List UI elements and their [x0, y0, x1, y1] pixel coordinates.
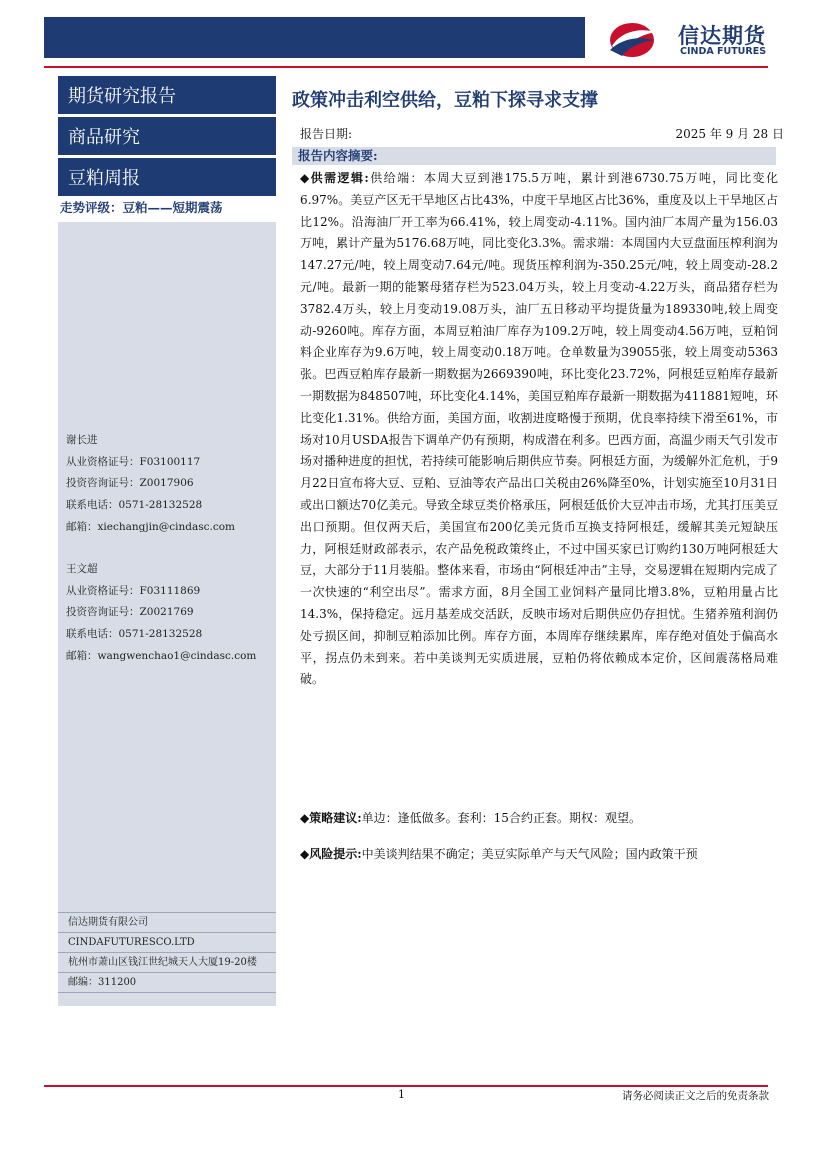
header-banner	[44, 17, 585, 58]
report-date-label: 报告日期:	[300, 127, 353, 141]
footer-divider	[44, 1085, 768, 1087]
company-info	[58, 912, 276, 993]
sidebar-report-name: 豆粕周报	[58, 158, 276, 196]
risk-paragraph	[300, 844, 770, 866]
supply-demand-paragraph	[300, 168, 778, 691]
analyst-qualification: 从业资格证号：F03111869	[66, 584, 201, 597]
supply-demand-label: ◆供需逻辑:	[300, 171, 369, 185]
header-divider	[44, 66, 768, 68]
sidebar-category: 商品研究	[58, 117, 276, 155]
analyst-email: 邮箱：xiechangjin@cindasc.com	[66, 520, 236, 533]
company-name: 信达期货有限公司	[58, 913, 276, 933]
summary-heading: 报告内容摘要:	[292, 147, 776, 165]
company-postcode: 邮编：311200	[58, 973, 276, 993]
logo-text-cn: 信达期货	[678, 24, 766, 48]
analyst-card	[66, 559, 256, 668]
strategy-label: ◆策略建议:	[300, 811, 362, 825]
analyst-phone: 联系电话：0571-28132528	[66, 499, 203, 512]
sidebar-report-type: 期货研究报告	[58, 76, 276, 114]
report-title: 政策冲击利空供给，豆粕下探寻求支撑	[292, 90, 598, 111]
disclaimer-note: 请务必阅读正文之后的免责条款	[622, 1090, 769, 1102]
analyst-card	[66, 430, 235, 539]
risk-label: ◆风险提示:	[300, 847, 362, 861]
analyst-name: 王文超	[66, 563, 98, 575]
logo-swoosh-icon	[608, 20, 658, 60]
analyst-consult-license: 投资咨询证号：Z0017906	[66, 477, 194, 490]
report-date: 2025 年 9 月 28 日	[675, 127, 784, 141]
company-logo	[608, 18, 798, 62]
company-address: 杭州市萧山区钱江世纪城天人大厦19-20楼	[58, 953, 276, 973]
strategy-text: 单边：逢低做多。套利：15合约正套。期权：观望。	[361, 811, 641, 825]
strategy-paragraph	[300, 808, 778, 830]
supply-demand-text: 供给端：本周大豆到港175.5万吨，累计到港6730.75万吨，同比变化6.97%。美豆产区无干旱地区占比43%，中度干旱地区占比36%，重度及以上干旱地区占比12%。沿海油厂开工率为66.41%，较上周变动-4.11%。国内油厂本周产量为156.03万吨，累计产量为5176.68万吨，同比变化3.3%。需求端：本周国内大豆盘面压榨利润为147.27元/吨，较上周变动7.64元/吨。现货压榨利润为-350.25元/吨，较上周变动-28.2元/吨。最新一期的能繁母猪存栏为523.04万头，较上月变动-4.22万头，商品猪存栏为3782.4万头，较上月变动19.08万头，油厂五日移动平均提货量为189330吨,较上周变动-9260吨。库存方面，本周豆粕油厂库存为109.2万吨，较上周变动4.56万吨，豆粕饲料企业库存为9.6万吨，较上周变动0.18万吨。仓单数量为39055张，较上周变动5363张。巴西豆粕库存最新一期数据为2669390吨，环比变化23.72%，阿根廷豆粕库存最新一期数据为848507吨，环比变化4.14%，美国豆粕库存最新一期数据为411881短吨，环比变化1.31%。供给方面，美国方面，收割进度略慢于预期，优良率持续下滑至61%，市场对10月USDA报告下调单产仍有预期，构成潜在利多。巴西方面，高温少雨天气引发市场对播种进度的担忧，若持续可能影响后期供应节奏。阿根廷方面，为缓解外汇危机，于9月22日宣布将大豆、豆粕、豆油等农产品出口关税由26%降至0%，计划实施至10月31日或出口额达70亿美元。导致全球豆类价格承压，阿根廷低价大豆冲击市场，尤其打压美豆出口预期。但仅两天后，美国宣布200亿美元货币互换支持阿根廷，缓解其美元短缺压力，阿根廷财政部表示，农产品免税政策终止，不过中国买家已订购约130万吨阿根廷大豆，大部分于11月装船。整体来看，市场由“阿根廷冲击”主导，交易逻辑在短期内完成了一次快速的“利空出尽”。需求方面，8月全国工业饲料产量同比增3.8%，豆粕用量占比14.3%，保持稳定。远月基差成交活跃，反映市场对后期供应仍存担忧。生猪养殖利润仍处亏损区间，抑制豆粕添加比例。库存方面，本周库存继续累库，库存绝对值处于偏高水平，拐点仍未到来。若中美谈判无实质进展，豆粕仍将依赖成本定价，区间震荡格局难破。	[300, 171, 778, 687]
page-number: 1	[398, 1088, 405, 1101]
risk-text: 中美谈判结果不确定；美豆实际单产与天气风险；国内政策干预	[361, 847, 698, 861]
analyst-consult-license: 投资咨询证号：Z0021769	[66, 606, 194, 619]
analyst-email: 邮箱：wangwenchao1@cindasc.com	[66, 649, 257, 662]
trend-rating: 走势评级：豆粕——短期震荡	[60, 200, 223, 215]
company-name-en: CINDAFUTURESCO.LTD	[58, 933, 276, 953]
sidebar	[58, 76, 276, 1006]
analyst-phone: 联系电话：0571-28132528	[66, 628, 203, 641]
analyst-qualification: 从业资格证号：F03100117	[66, 455, 201, 468]
analyst-name: 谢长进	[66, 434, 98, 446]
logo-text-en: CINDA FUTURES	[680, 46, 767, 57]
